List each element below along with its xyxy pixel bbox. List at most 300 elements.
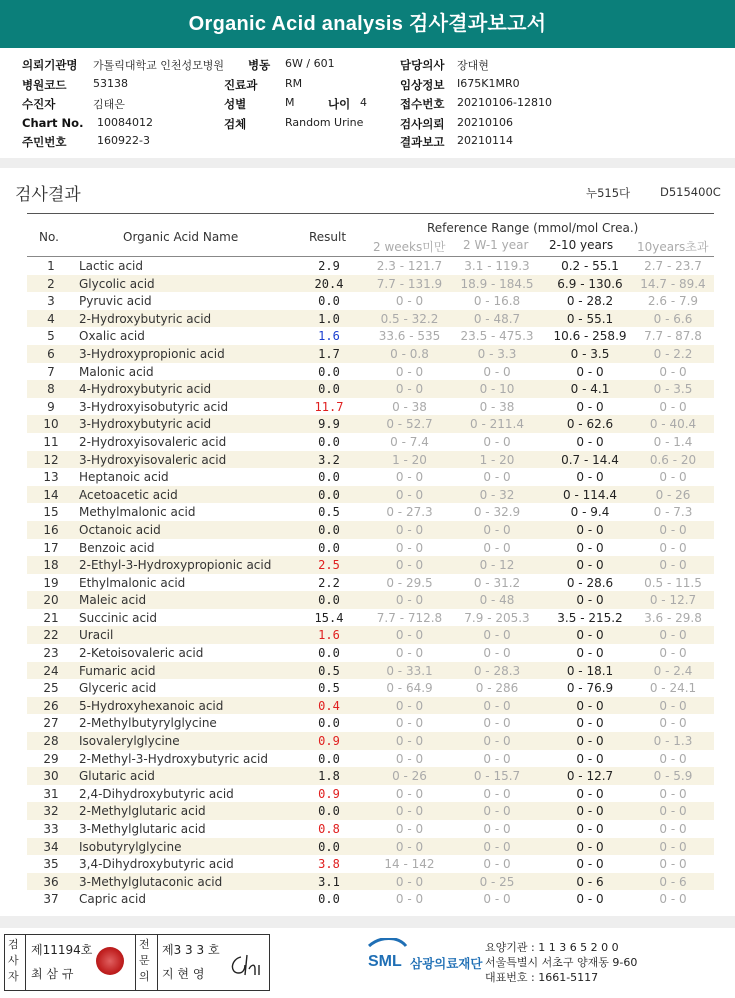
row-number: 19 xyxy=(43,575,59,590)
result-value: 9.9 xyxy=(318,417,340,432)
row-number: 13 xyxy=(43,470,59,485)
range-2w-1y: 0 - 48.7 xyxy=(473,311,521,326)
doctor-label: 담당의사 xyxy=(400,58,445,72)
range-2w-1y: 0 - 0 xyxy=(483,857,511,872)
table-row xyxy=(27,609,714,627)
sex-value: M xyxy=(285,96,295,109)
range-under-2-weeks: 0 - 27.3 xyxy=(386,505,433,520)
range-2w-1y: 0 - 0 xyxy=(483,734,511,749)
range-over-10y: 0 - 2.4 xyxy=(653,663,693,678)
header-age-3: 2-10 years xyxy=(549,238,614,252)
divider xyxy=(135,935,136,990)
range-under-2-weeks: 14 - 142 xyxy=(384,857,435,872)
specimen-label: 검체 xyxy=(224,117,247,131)
acid-name: 3-Hydroxypropionic acid xyxy=(79,346,225,361)
row-number: 28 xyxy=(43,734,59,749)
table-row xyxy=(27,521,714,539)
table-row xyxy=(27,714,714,732)
patient-label: 수진자 xyxy=(22,97,56,111)
result-value: 15.4 xyxy=(314,610,344,625)
ward-value: 6W / 601 xyxy=(285,57,335,70)
result-value: 0.0 xyxy=(318,522,340,537)
row-number: 17 xyxy=(43,540,59,555)
range-2w-1y: 0 - 28.3 xyxy=(473,663,521,678)
header-result: Result xyxy=(309,230,347,244)
resident-label: 주민번호 xyxy=(22,135,67,149)
result-value: 11.7 xyxy=(314,399,344,414)
range-under-2-weeks: 2.3 - 121.7 xyxy=(376,259,443,273)
acid-name: Octanoic acid xyxy=(79,522,161,537)
range-2-10y: 0 - 0 xyxy=(576,540,604,555)
table-row xyxy=(27,802,714,820)
table-row xyxy=(27,310,714,328)
sex-label: 성별 xyxy=(224,97,247,111)
acid-name: 2,4-Dihydroxybutyric acid xyxy=(79,786,234,801)
acid-name: 2-Ketoisovaleric acid xyxy=(79,646,204,661)
result-value: 3.2 xyxy=(318,452,340,467)
range-over-10y: 2.7 - 23.7 xyxy=(644,259,702,273)
acid-name: 2-Methyl-3-Hydroxybutyric acid xyxy=(79,751,268,766)
table-row xyxy=(27,468,714,486)
range-under-2-weeks: 7.7 - 131.9 xyxy=(376,276,443,291)
result-value: 0.0 xyxy=(318,540,340,555)
acid-name: Isobutyrylglycine xyxy=(79,839,182,854)
table-row xyxy=(27,327,714,345)
result-value: 0.0 xyxy=(318,487,340,502)
result-value: 0.0 xyxy=(318,892,340,907)
range-under-2-weeks: 0 - 29.5 xyxy=(386,575,433,590)
table-row xyxy=(27,275,714,293)
hospital-code-value: 53138 xyxy=(93,77,128,90)
acid-name: Uracil xyxy=(79,628,114,643)
table-row xyxy=(27,838,714,856)
range-over-10y: 14.7 - 89.4 xyxy=(640,276,706,291)
range-over-10y: 0 - 0 xyxy=(659,822,687,836)
patient-info xyxy=(0,48,735,156)
range-under-2-weeks: 0 - 0 xyxy=(395,822,424,836)
acid-name: Acetoacetic acid xyxy=(79,487,178,502)
acid-name: Methylmalonic acid xyxy=(79,505,196,520)
row-number: 5 xyxy=(47,329,55,344)
result-value: 0.0 xyxy=(318,716,340,731)
range-under-2-weeks: 0 - 0 xyxy=(395,716,424,731)
range-over-10y: 0 - 0 xyxy=(659,540,687,555)
range-under-2-weeks: 0 - 0 xyxy=(395,382,424,397)
report-title: Organic Acid analysis 검사결과보고서 xyxy=(0,0,735,48)
row-number: 3 xyxy=(47,294,55,309)
range-2w-1y: 0 - 0 xyxy=(483,839,511,854)
range-under-2-weeks: 0 - 64.9 xyxy=(386,681,433,696)
row-number: 18 xyxy=(43,558,59,573)
row-number: 29 xyxy=(43,751,59,766)
receipt-value: 20210106-12810 xyxy=(457,96,552,109)
bottom-band xyxy=(0,916,735,928)
range-under-2-weeks: 0 - 0 xyxy=(395,892,424,907)
acid-name: 3-Methylglutaconic acid xyxy=(79,874,223,889)
row-number: 24 xyxy=(43,663,59,678)
range-2w-1y: 0 - 10 xyxy=(479,382,515,397)
range-2-10y: 0 - 0 xyxy=(576,593,604,608)
table-row xyxy=(27,626,714,644)
result-value: 0.0 xyxy=(318,646,340,661)
range-over-10y: 0 - 0 xyxy=(659,786,687,801)
range-over-10y: 0 - 40.4 xyxy=(649,417,697,432)
range-2-10y: 0 - 0 xyxy=(576,470,604,485)
range-under-2-weeks: 0 - 52.7 xyxy=(386,417,433,432)
range-over-10y: 0 - 0 xyxy=(659,522,687,537)
acid-name: 5-Hydroxyhexanoic acid xyxy=(79,698,224,713)
row-number: 10 xyxy=(43,417,59,432)
acid-name: Pyruvic acid xyxy=(79,294,152,309)
result-value: 1.8 xyxy=(318,769,340,784)
dept-label: 진료과 xyxy=(224,78,258,92)
range-2-10y: 6.9 - 130.6 xyxy=(557,276,623,291)
range-over-10y: 3.6 - 29.8 xyxy=(644,610,702,625)
sig1-license: 제11194호 xyxy=(31,943,93,957)
table-row xyxy=(27,644,714,662)
divider xyxy=(157,935,158,990)
range-2-10y: 0 - 0 xyxy=(576,646,604,661)
range-under-2-weeks: 0 - 0 xyxy=(395,751,424,766)
chart-label: Chart No. xyxy=(22,116,84,130)
row-number: 21 xyxy=(43,610,59,625)
acid-name: Maleic acid xyxy=(79,593,147,608)
range-under-2-weeks: 0 - 7.4 xyxy=(390,434,429,449)
range-over-10y: 0.5 - 11.5 xyxy=(644,575,702,590)
result-value: 2.2 xyxy=(318,575,340,590)
result-value: 1.6 xyxy=(318,329,340,344)
range-2w-1y: 0 - 0 xyxy=(483,364,511,379)
acid-name: Lactic acid xyxy=(79,259,143,273)
table-row xyxy=(27,591,714,609)
table-body xyxy=(27,257,714,908)
table-row xyxy=(27,398,714,416)
range-2-10y: 0 - 0 xyxy=(576,698,604,713)
range-2-10y: 0 - 0 xyxy=(576,434,604,449)
range-2w-1y: 0 - 0 xyxy=(483,522,511,537)
range-over-10y: 2.6 - 7.9 xyxy=(647,294,699,309)
table-header xyxy=(27,213,714,257)
range-2-10y: 0 - 76.9 xyxy=(566,681,614,696)
specimen-value: Random Urine xyxy=(285,116,364,129)
acid-name: Ethylmalonic acid xyxy=(79,575,186,590)
table-row xyxy=(27,820,714,838)
result-value: 1.7 xyxy=(318,346,340,361)
report-date-label: 결과보고 xyxy=(400,135,445,149)
divider xyxy=(25,935,26,990)
range-under-2-weeks: 0 - 0 xyxy=(395,522,424,537)
row-number: 4 xyxy=(47,311,55,326)
range-over-10y: 0 - 6 xyxy=(659,874,687,889)
header-age-4: 10years초과 xyxy=(637,240,709,254)
row-number: 32 xyxy=(43,804,59,819)
row-number: 12 xyxy=(43,452,59,467)
range-under-2-weeks: 0 - 0 xyxy=(395,593,424,608)
result-value: 0.0 xyxy=(318,382,340,397)
result-value: 0.0 xyxy=(318,839,340,854)
range-under-2-weeks: 0 - 0 xyxy=(395,874,424,889)
range-2w-1y: 7.9 - 205.3 xyxy=(464,610,530,625)
range-2w-1y: 0 - 0 xyxy=(483,751,511,766)
range-2w-1y: 0 - 0 xyxy=(483,470,511,485)
range-2-10y: 0 - 28.6 xyxy=(566,575,614,590)
resident-value: 160922-3 xyxy=(97,134,150,147)
range-under-2-weeks: 0 - 0 xyxy=(395,294,424,309)
result-value: 1.0 xyxy=(318,311,340,326)
acid-name: Malonic acid xyxy=(79,364,154,379)
result-value: 1.6 xyxy=(318,628,340,643)
row-number: 11 xyxy=(43,434,59,449)
request-value: 20210106 xyxy=(457,116,513,129)
results-section-title: 검사결과 xyxy=(15,185,81,205)
table-row xyxy=(27,873,714,891)
table-row xyxy=(27,503,714,521)
range-under-2-weeks: 0 - 38 xyxy=(392,399,427,414)
range-over-10y: 0 - 0 xyxy=(659,804,687,819)
range-2-10y: 0 - 0 xyxy=(576,751,604,766)
sig1-role: 검사자 xyxy=(8,938,19,983)
range-over-10y: 0 - 2.2 xyxy=(653,346,693,361)
institution-code: 요양기관 : 1 1 3 6 5 2 0 0 xyxy=(485,941,619,954)
range-under-2-weeks: 7.7 - 712.8 xyxy=(376,610,443,625)
result-value: 0.0 xyxy=(318,434,340,449)
result-value: 0.0 xyxy=(318,294,340,309)
range-under-2-weeks: 0 - 0 xyxy=(395,628,424,643)
range-2-10y: 0 - 0 xyxy=(576,399,604,414)
range-over-10y: 7.7 - 87.8 xyxy=(644,329,702,344)
result-value: 0.0 xyxy=(318,470,340,485)
header-no: No. xyxy=(39,230,59,244)
range-over-10y: 0 - 26 xyxy=(655,487,691,502)
acid-name: Capric acid xyxy=(79,892,146,907)
row-number: 23 xyxy=(43,646,59,661)
range-2w-1y: 0 - 0 xyxy=(483,822,511,836)
range-2-10y: 0 - 0 xyxy=(576,822,604,836)
range-under-2-weeks: 0 - 26 xyxy=(392,769,427,784)
organization-name: 삼광의료재단 xyxy=(410,956,483,971)
range-2w-1y: 0 - 48 xyxy=(479,593,515,608)
clinical-value: I675K1MR0 xyxy=(457,77,520,90)
range-2w-1y: 0 - 3.3 xyxy=(477,346,517,361)
result-value: 0.5 xyxy=(318,681,340,696)
range-over-10y: 0 - 5.9 xyxy=(653,769,693,784)
age-value: 4 xyxy=(360,96,367,109)
results-code-1: 누515다 xyxy=(586,186,631,200)
range-over-10y: 0 - 12.7 xyxy=(649,593,697,608)
range-2-10y: 0 - 0 xyxy=(576,804,604,819)
acid-name: Benzoic acid xyxy=(79,540,155,555)
range-2w-1y: 0 - 32 xyxy=(479,487,515,502)
range-under-2-weeks: 0 - 0 xyxy=(395,646,424,661)
range-over-10y: 0 - 3.5 xyxy=(653,382,693,397)
acid-name: 3,4-Dihydroxybutyric acid xyxy=(79,857,234,872)
range-2-10y: 3.5 - 215.2 xyxy=(557,610,623,625)
acid-name: 4-Hydroxybutyric acid xyxy=(79,382,212,397)
range-over-10y: 0.6 - 20 xyxy=(649,452,697,467)
range-over-10y: 0 - 0 xyxy=(659,857,687,872)
table-row xyxy=(27,451,714,469)
range-2-10y: 0 - 0 xyxy=(576,716,604,731)
sig2-name: 지 현 영 xyxy=(162,967,205,981)
range-2w-1y: 0 - 32.9 xyxy=(473,505,521,520)
chart-value: 10084012 xyxy=(97,116,153,129)
sml-logo-icon xyxy=(366,938,408,970)
row-number: 22 xyxy=(43,628,59,643)
range-2w-1y: 0 - 0 xyxy=(483,434,511,449)
svg-text:SML: SML xyxy=(368,953,402,970)
range-under-2-weeks: 0 - 0 xyxy=(395,786,424,801)
table-row xyxy=(27,415,714,433)
range-over-10y: 0 - 0 xyxy=(659,646,687,661)
range-under-2-weeks: 0 - 0 xyxy=(395,804,424,819)
table-row xyxy=(27,662,714,680)
header-name: Organic Acid Name xyxy=(123,230,239,244)
range-under-2-weeks: 0 - 0 xyxy=(395,839,424,854)
table-row xyxy=(27,732,714,750)
range-2w-1y: 0 - 0 xyxy=(483,698,511,713)
acid-name: Succinic acid xyxy=(79,610,158,625)
phone: 대표번호 : 1661-5117 xyxy=(485,971,599,984)
range-2-10y: 0 - 0 xyxy=(576,522,604,537)
acid-name: Glyceric acid xyxy=(79,681,157,696)
range-over-10y: 0 - 0 xyxy=(659,892,687,907)
table-row xyxy=(27,257,714,275)
range-2-10y: 0 - 28.2 xyxy=(566,294,614,309)
range-2-10y: 0 - 0 xyxy=(576,364,604,379)
range-2w-1y: 0 - 0 xyxy=(483,786,511,801)
range-under-2-weeks: 0 - 0 xyxy=(395,487,424,502)
range-2w-1y: 0 - 38 xyxy=(479,399,515,414)
range-over-10y: 0 - 0 xyxy=(659,364,687,379)
result-value: 0.0 xyxy=(318,593,340,608)
range-2-10y: 0 - 0 xyxy=(576,839,604,854)
range-2-10y: 0.2 - 55.1 xyxy=(561,259,619,273)
range-2w-1y: 23.5 - 475.3 xyxy=(460,329,534,344)
range-2w-1y: 0 - 0 xyxy=(483,716,511,731)
row-number: 34 xyxy=(43,839,59,854)
institution-label: 의뢰기관명 xyxy=(22,58,78,72)
results-code-2: D515400C xyxy=(660,185,721,199)
range-2-10y: 0 - 6 xyxy=(576,874,604,889)
table-row xyxy=(27,750,714,768)
result-value: 0.5 xyxy=(318,663,340,678)
row-number: 31 xyxy=(43,786,59,801)
range-over-10y: 0 - 0 xyxy=(659,399,687,414)
table-row xyxy=(27,539,714,557)
result-value: 0.0 xyxy=(318,751,340,766)
sig2-license: 제3 3 3 호 xyxy=(162,943,220,957)
range-2w-1y: 0 - 0 xyxy=(483,892,511,907)
result-value: 2.5 xyxy=(318,558,340,573)
range-2-10y: 0 - 0 xyxy=(576,786,604,801)
result-value: 3.8 xyxy=(318,857,340,872)
range-over-10y: 0 - 24.1 xyxy=(649,681,697,696)
table-row xyxy=(27,855,714,873)
range-over-10y: 0 - 1.3 xyxy=(653,734,693,749)
range-2-10y: 0 - 0 xyxy=(576,892,604,907)
age-label: 나이 xyxy=(328,97,351,111)
row-number: 2 xyxy=(47,276,55,291)
receipt-label: 접수번호 xyxy=(400,97,445,111)
acid-name: 3-Hydroxybutyric acid xyxy=(79,417,212,432)
range-2-10y: 0.7 - 14.4 xyxy=(561,452,619,467)
table-row xyxy=(27,363,714,381)
range-2-10y: 10.6 - 258.9 xyxy=(553,329,627,344)
table-row xyxy=(27,486,714,504)
range-2w-1y: 0 - 0 xyxy=(483,628,511,643)
acid-name: Glutaric acid xyxy=(79,769,155,784)
doctor-value: 장대현 xyxy=(457,59,489,72)
range-under-2-weeks: 0 - 33.1 xyxy=(386,663,433,678)
range-2w-1y: 0 - 12 xyxy=(479,558,515,573)
acid-name: Oxalic acid xyxy=(79,329,145,344)
sig2-role: 전문의 xyxy=(139,938,150,983)
range-under-2-weeks: 0.5 - 32.2 xyxy=(380,311,439,326)
address: 서울특별시 서초구 양재동 9-60 xyxy=(485,956,638,969)
table-row xyxy=(27,890,714,908)
hospital-code-label: 병원코드 xyxy=(22,78,67,92)
result-value: 0.0 xyxy=(318,804,340,819)
range-2w-1y: 3.1 - 119.3 xyxy=(464,259,530,273)
range-2-10y: 0 - 4.1 xyxy=(570,382,610,397)
table-row xyxy=(27,556,714,574)
row-number: 27 xyxy=(43,716,59,731)
acid-name: 3-Hydroxyisovaleric acid xyxy=(79,452,227,467)
row-number: 26 xyxy=(43,698,59,713)
range-under-2-weeks: 0 - 0.8 xyxy=(390,346,429,361)
range-under-2-weeks: 0 - 0 xyxy=(395,558,424,573)
range-2w-1y: 0 - 286 xyxy=(475,681,519,696)
row-number: 6 xyxy=(47,346,55,361)
clinical-label: 임상정보 xyxy=(400,78,445,92)
sig1-name: 최 삼 규 xyxy=(31,967,74,981)
range-over-10y: 0 - 0 xyxy=(659,628,687,643)
table-row xyxy=(27,345,714,363)
result-value: 0.9 xyxy=(318,734,340,749)
row-number: 9 xyxy=(47,399,55,414)
header-reference: Reference Range (mmol/mol Crea.) xyxy=(427,221,639,235)
result-value: 20.4 xyxy=(314,276,344,291)
range-2-10y: 0 - 114.4 xyxy=(563,487,617,502)
acid-name: 2-Hydroxybutyric acid xyxy=(79,311,212,326)
row-number: 37 xyxy=(43,892,59,907)
table-row xyxy=(27,785,714,803)
range-2-10y: 0 - 18.1 xyxy=(566,663,614,678)
range-over-10y: 0 - 7.3 xyxy=(653,505,693,520)
range-under-2-weeks: 33.6 - 535 xyxy=(378,329,441,344)
table-row xyxy=(27,574,714,592)
report-date-value: 20210114 xyxy=(457,134,513,147)
acid-name: 3-Methylglutaric acid xyxy=(79,822,206,836)
row-number: 30 xyxy=(43,769,59,784)
range-over-10y: 0 - 0 xyxy=(659,751,687,766)
range-over-10y: 0 - 6.6 xyxy=(653,311,693,326)
acid-name: Heptanoic acid xyxy=(79,470,169,485)
institution-value: 가톨릭대학교 인천성모병원 xyxy=(93,59,225,72)
dept-value: RM xyxy=(285,77,303,90)
range-2w-1y: 0 - 25 xyxy=(479,874,515,889)
range-2w-1y: 18.9 - 184.5 xyxy=(460,276,534,291)
acid-name: 2-Methylglutaric acid xyxy=(79,804,206,819)
range-2-10y: 0 - 12.7 xyxy=(566,769,614,784)
table-row xyxy=(27,292,714,310)
request-label: 검사의뢰 xyxy=(400,117,445,131)
range-2-10y: 0 - 0 xyxy=(576,628,604,643)
row-number: 33 xyxy=(43,822,59,836)
row-number: 36 xyxy=(43,874,59,889)
patient-value: 김태은 xyxy=(93,98,125,111)
range-over-10y: 0 - 0 xyxy=(659,839,687,854)
